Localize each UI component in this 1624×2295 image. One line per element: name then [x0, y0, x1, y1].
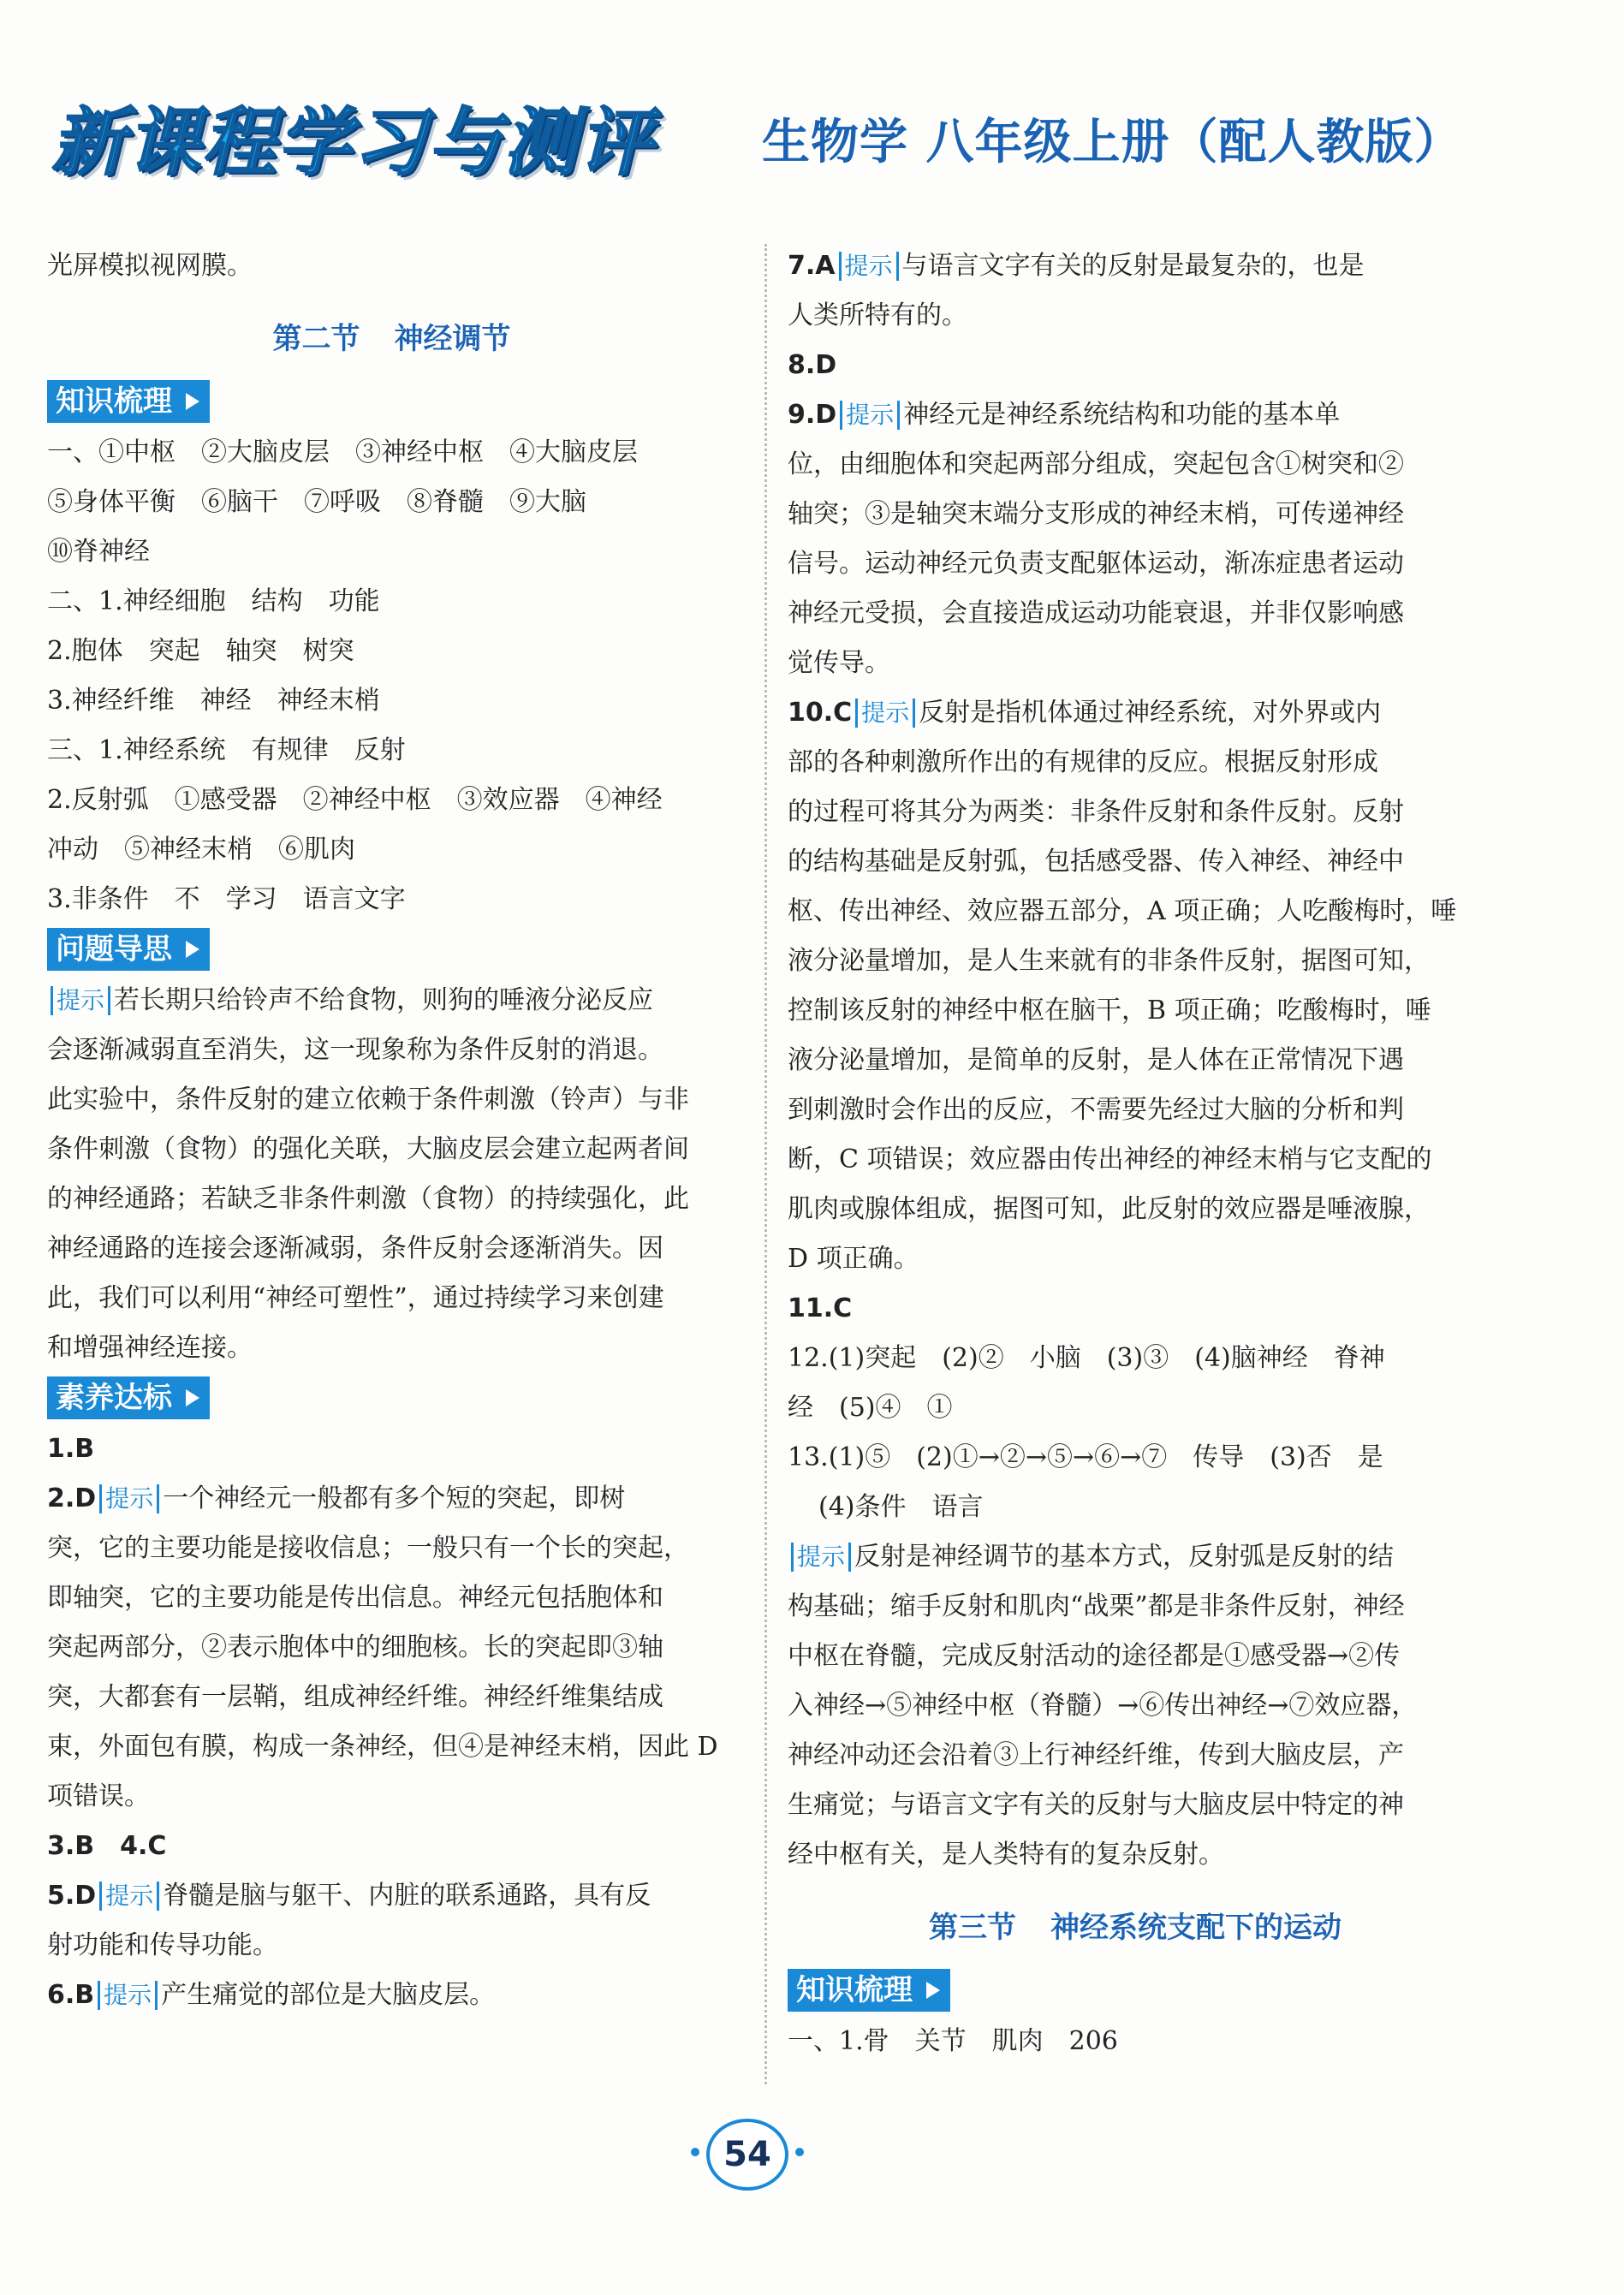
hint-label: 提示	[99, 1882, 159, 1911]
answer-line: 冲动 ⑤神经末梢 ⑥肌肉	[47, 835, 355, 865]
explanation-line: 轴突；③是轴突末端分支形成的神经末梢，可传递神经	[788, 499, 1404, 529]
section-title	[788, 1902, 1483, 1953]
hint-label: 提示	[839, 252, 899, 281]
answer-line: 二、1.神经细胞 结构 功能	[47, 586, 380, 616]
answer-line: 11.C	[788, 1293, 853, 1323]
section-number: 第二节	[272, 322, 360, 356]
explanation-line: 中枢在脊髓，完成反射活动的途径都是①感受器→②传	[788, 1641, 1401, 1671]
explanation-line: 会逐渐减弱直至消失，这一现象称为条件反射的消退。	[47, 1035, 663, 1065]
answer-line: 一、1.骨 关节 肌肉 206	[788, 2026, 1118, 2056]
text-line: 光屏模拟视网膜。	[47, 251, 253, 281]
section-number: 第三节	[929, 1911, 1016, 1945]
explanation-line: 条件刺激（食物）的强化关联，大脑皮层会建立起两者间	[47, 1134, 689, 1164]
page-number: 54	[706, 2119, 788, 2191]
book-title: 新课程学习与测评	[51, 100, 654, 186]
answer-line: 2.反射弧 ①感受器 ②神经中枢 ③效应器 ④神经	[47, 785, 663, 815]
answer-line: 经 (5)④ ①	[788, 1393, 953, 1423]
hint-label: 提示	[855, 699, 915, 728]
explanation-line: 的神经通路；若缺乏非条件刺激（食物）的持续强化，此	[47, 1184, 689, 1214]
explanation-line: 项错误。	[47, 1781, 150, 1811]
answer-line: 1.B	[47, 1434, 95, 1464]
explanation-line: 此，我们可以利用“神经可塑性”，通过持续学习来创建	[47, 1283, 664, 1313]
explanation-line: 神经元受损，会直接造成运动功能衰退，并非仅影响感	[788, 598, 1404, 628]
explanation-line: 提示 若长期只给铃声不给食物，则狗的唾液分泌反应	[47, 976, 736, 1026]
explanation-line: 提示 反射是神经调节的基本方式，反射弧是反射的结	[788, 1532, 1483, 1582]
hint-label: 提示	[840, 401, 900, 430]
hint-label: 提示	[51, 986, 110, 1015]
explanation-line: 的过程可将其分为两类：非条件反射和条件反射。反射	[788, 797, 1404, 827]
section-name: 神经系统支配下的运动	[1050, 1911, 1341, 1945]
answer-line: 三、1.神经系统 有规律 反射	[47, 735, 406, 765]
explanation-line: 的结构基础是反射弧，包括感受器、传入神经、神经中	[788, 847, 1404, 877]
tag-competency-check: 素养达标	[47, 1376, 210, 1419]
explanation-line: 经中枢有关，是人类特有的复杂反射。	[788, 1840, 1224, 1870]
explanation-line: 神经通路的连接会逐渐减弱，条件反射会逐渐消失。因	[47, 1234, 663, 1263]
answer-line: ⑤身体平衡 ⑥脑干 ⑦呼吸 ⑧脊髓 ⑨大脑	[47, 487, 586, 517]
explanation-line: 神经冲动还会沿着③上行神经纤维，传到大脑皮层，产	[788, 1740, 1404, 1770]
explanation-line: 断，C 项错误；效应器由传出神经的神经末梢与它支配的	[788, 1145, 1432, 1174]
right-column	[788, 241, 1483, 2066]
answer-line: 3.神经纤维 神经 神经末梢	[47, 686, 380, 716]
answer-line: 一、①中枢 ②大脑皮层 ③神经中枢 ④大脑皮层	[47, 437, 638, 467]
explanation-line: 5.D 提示 脊髓是脑与躯干、内脏的联系通路，具有反	[47, 1881, 651, 1911]
explanation-line: 人类所特有的。	[788, 300, 967, 330]
book-subtitle: 生物学 八年级上册（配人教版）	[762, 115, 1463, 170]
explanation-line: 控制该反射的神经中枢在脑干，B 项正确；吃酸梅时，唾	[788, 996, 1431, 1026]
section-name: 神经调节	[394, 322, 511, 356]
answer-line: 8.D	[788, 350, 837, 380]
left-column	[47, 241, 736, 2020]
explanation-line: 突，大都套有一层鞘，组成神经纤维。神经纤维集结成	[47, 1682, 663, 1712]
explanation-line: D 项正确。	[788, 1244, 919, 1274]
hint-label: 提示	[98, 1981, 158, 2010]
explanation-line: 7.A 提示 与语言文字有关的反射是最复杂的，也是	[788, 251, 1365, 281]
answer-line: ⑩脊神经	[47, 537, 150, 567]
answer-line: 2.胞体 突起 轴突 树突	[47, 636, 354, 666]
explanation-line: 10.C 提示 反射是指机体通过神经系统，对外界或内	[788, 698, 1382, 728]
explanation-line: 此实验中，条件反射的建立依赖于条件刺激（铃声）与非	[47, 1085, 689, 1115]
explanation-line: 到刺激时会作出的反应，不需要先经过大脑的分析和判	[788, 1095, 1404, 1125]
page-header	[51, 96, 1584, 190]
explanation-line: 突起两部分，②表示胞体中的细胞核。长的突起即③轴	[47, 1632, 663, 1662]
explanation-line: 生痛觉；与语言文字有关的反射与大脑皮层中特定的神	[788, 1790, 1404, 1820]
explanation-line: 入神经→⑤神经中枢（脊髓）→⑥传出神经→⑦效应器，	[788, 1691, 1418, 1721]
explanation-line: 构基础；缩手反射和肌肉“战栗”都是非条件反射，神经	[788, 1591, 1405, 1621]
tag-knowledge-review: 知识梳理	[47, 380, 210, 423]
hint-label: 提示	[99, 1484, 159, 1513]
explanation-line: 射功能和传导功能。	[47, 1930, 278, 1960]
explanation-line: 突，它的主要功能是接收信息；一般只有一个长的突起，	[47, 1533, 689, 1563]
answer-line: 13.(1)⑤ (2)①→②→⑤→⑥→⑦ 传导 (3)否 是	[788, 1442, 1383, 1472]
explanation-line: 位，由细胞体和突起两部分组成，突起包含①树突和②	[788, 449, 1404, 479]
answer-line: 3.B 4.C	[47, 1831, 167, 1861]
section-title	[47, 313, 736, 365]
hint-label: 提示	[791, 1543, 851, 1572]
explanation-line: 6.B 提示 产生痛觉的部位是大脑皮层。	[47, 1980, 496, 2010]
column-divider	[764, 244, 767, 2084]
explanation-line: 即轴突，它的主要功能是传出信息。神经元包括胞体和	[47, 1583, 663, 1613]
explanation-line: 液分泌量增加，是人生来就有的非条件反射，据图可知，	[788, 946, 1430, 976]
tag-question-guide: 问题导思	[47, 928, 210, 971]
explanation-line: 2.D 提示 一个神经元一般都有多个短的突起，即树	[47, 1483, 626, 1513]
explanation-line: 束，外面包有膜，构成一条神经，但④是神经末梢，因此 D	[47, 1732, 718, 1762]
answer-line: (4)条件 语言	[818, 1492, 984, 1522]
tag-knowledge-review: 知识梳理	[788, 1969, 950, 2012]
explanation-line: 觉传导。	[788, 648, 890, 678]
answer-line: 12.(1)突起 (2)② 小脑 (3)③ (4)脑神经 脊神	[788, 1343, 1385, 1373]
explanation-line: 肌肉或腺体组成，据图可知，此反射的效应器是唾液腺，	[788, 1194, 1430, 1224]
explanation-line: 枢、传出神经、效应器五部分，A 项正确；人吃酸梅时，唾	[788, 896, 1457, 926]
explanation-line: 液分泌量增加，是简单的反射，是人体在正常情况下遇	[788, 1045, 1404, 1075]
explanation-line: 9.D 提示 神经元是神经系统结构和功能的基本单	[788, 400, 1341, 430]
explanation-line: 和增强神经连接。	[47, 1333, 253, 1363]
explanation-line: 部的各种刺激所作出的有规律的反应。根据反射形成	[788, 747, 1378, 777]
answer-line: 3.非条件 不 学习 语言文字	[47, 884, 406, 914]
explanation-line: 信号。运动神经元负责支配躯体运动，渐冻症患者运动	[788, 549, 1404, 579]
